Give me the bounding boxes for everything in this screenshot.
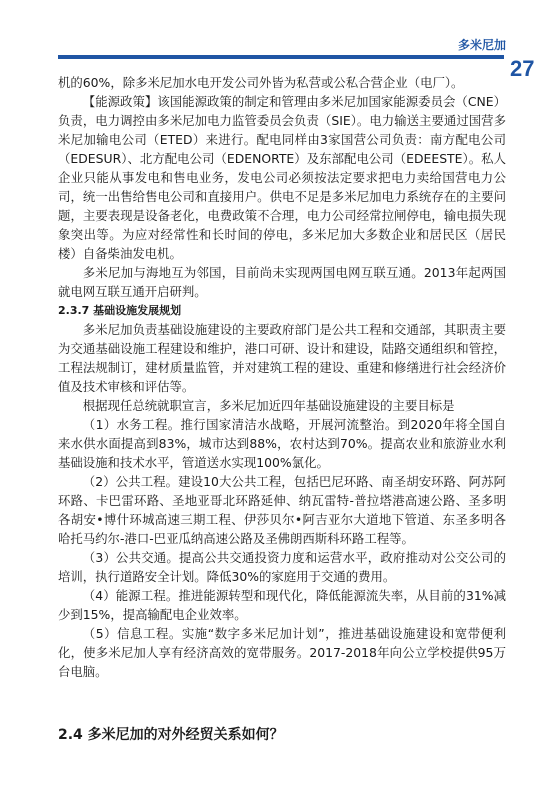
paragraph-power-share: 机的60%，除多米尼加水电开发公司外皆为私营或公私合营企业（电厂）。 (58, 75, 464, 90)
running-header-country: 多米尼加 (457, 38, 506, 52)
paragraph-haiti-grid: 多米尼加与海地互为邻国，目前尚未实现两国电网互联互通。2013年起两国就电网互联互通开启研判。 (58, 265, 506, 299)
paragraph-goals-intro: 根据现任总统就职宣言，多米尼加近四年基础设施建设的主要目标是 (82, 398, 455, 413)
paragraph-water: （1）水务工程。推行国家清洁水战略，开展河流整治。到2020年将全国自来水供水面提高到83%，城市达到88%，农村达到70%。提高农业和旅游业水利基础设施和技术水平，管道送水实现100%氯化。 (58, 417, 506, 470)
paragraph-information: （5）信息工程。实施“数字多米尼加计划”，推进基础设施建设和宽带便利化，使多米尼加人享有经济高效的宽带服务。2017-2018年向公立学校提供95万台电脑。 (58, 626, 506, 679)
paragraph-ministry: 多米尼加负责基础设施建设的主要政府部门是公共工程和交通部，其职责主要为交通基础设施工程建设和维护，港口可研、设计和建设，陆路交通组织和管控，工程法规制订，建材质量监管，并对建筑工程的建设、重建和修缮进行社会经济价值及技术审核和评估等。 (58, 322, 506, 394)
paragraph-public-works: （2）公共工程。建设10大公共工程，包括巴尼环路、南圣胡安环路、阿苏阿环路、卡巴雷环路、圣地亚哥北环路延伸、纳瓦雷特-普拉塔港高速公路、圣多明各胡安•博什环城高速三期工程、伊莎贝尔•阿吉亚尔大道地下管道、东圣多明各哈托马约尔-港口-巴亚瓜纳高速公路及圣佛朗西斯科环路工程等。 (58, 474, 506, 546)
header-divider (58, 55, 504, 59)
question-heading: 2.4 多米尼加的对外经贸关系如何？ (58, 727, 284, 743)
paragraph-transport: （3）公共交通。提高公共交通投资力度和运营水平，政府推动对公交公司的培训，执行道路安全计划。降低30%的家庭用于交通的费用。 (58, 550, 506, 584)
paragraph-energy-policy: 【能源政策】该国能源政策的制定和管理由多米尼加国家能源委员会（CNE）负责，电力调控由多米尼加电力监管委员会负责（SIE）。电力输送主要通过国营多米尼加输电公司（ETED）来进行。配电同样由3家国营公司负责：南方配电公司（EDESUR）、北方配电公司（EDENORTE）及东部配电公司（EDEESTE）。私人企业只能从事发电和售电业务，发电公司必须按法定要求把电力卖给国营电力公司，统一出售给售电公司和直接用户。供电不足是多米尼加电力系统存在的主要问题，主要表现是设备老化，电费政策不合理，电力公司经常拉闸停电，输电损失现象突出等。为应对经常性和长时间的停电，多米尼加大多数企业和居民区（居民楼）自备柴油发电机。 (58, 94, 506, 261)
page-body (58, 73, 506, 681)
section-heading: 2.3.7 基础设施发展规划 (58, 304, 182, 317)
page-number: 27 (510, 56, 535, 81)
paragraph-energy: （4）能源工程。推进能源转型和现代化，降低能源流失率，从目前的31%减少到15%，提高输配电企业效率。 (58, 588, 506, 622)
